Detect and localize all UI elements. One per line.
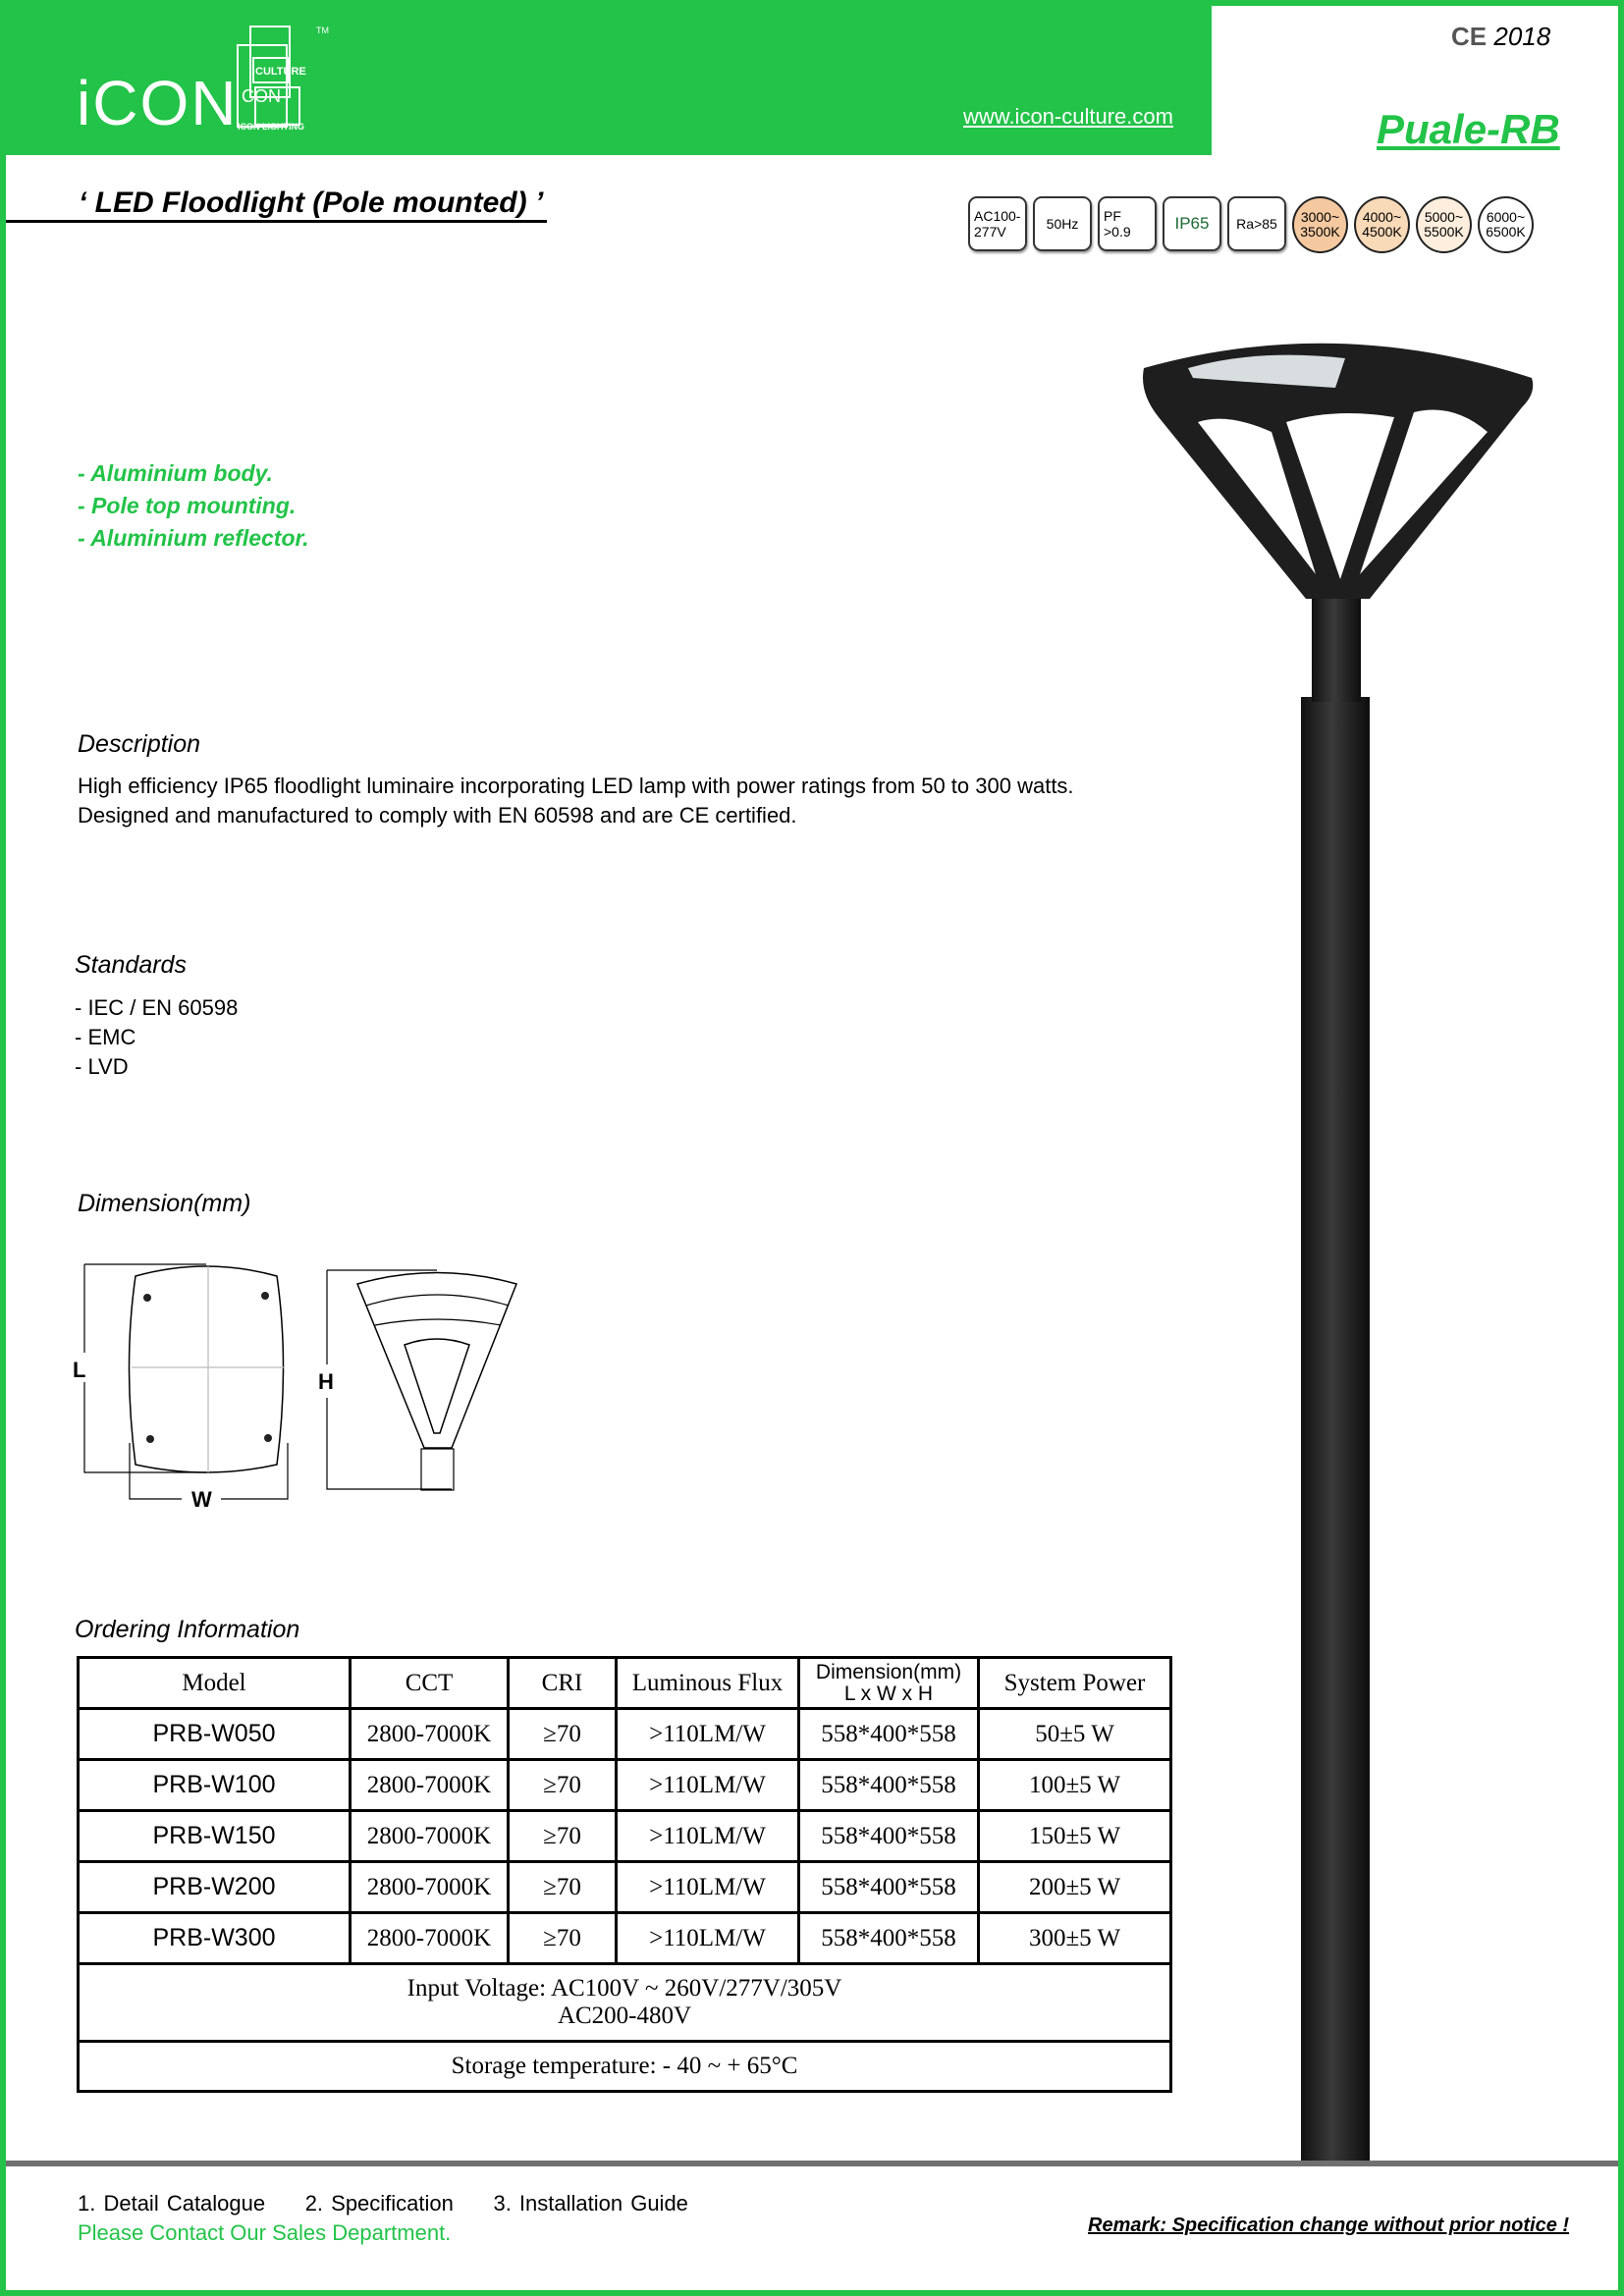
product-image-pole-light bbox=[1139, 324, 1556, 2164]
width-label: W bbox=[191, 1487, 212, 1512]
column-header: Dimension(mm) L x W x H bbox=[799, 1658, 979, 1709]
feature-list bbox=[78, 457, 309, 555]
svg-text:CON: CON bbox=[242, 86, 281, 106]
link-specification[interactable]: 2. Specification bbox=[304, 2191, 454, 2216]
year-label: 2018 bbox=[1493, 22, 1551, 51]
dimension-drawing bbox=[59, 1247, 540, 1522]
link-detail-catalogue[interactable]: 1. Detail Catalogue bbox=[78, 2191, 266, 2216]
description-line: Designed and manufactured to comply with EN 60598 and are CE certified. bbox=[78, 803, 797, 828]
ordering-heading: Ordering Information bbox=[75, 1616, 300, 1643]
standards-list bbox=[75, 993, 238, 1082]
table-cell: PRB-W200 bbox=[79, 1862, 351, 1913]
ce-mark: CE bbox=[1451, 22, 1488, 51]
brand-logo: iCON bbox=[77, 68, 239, 138]
column-header: CCT bbox=[351, 1658, 509, 1709]
cri-badge: Ra>85 bbox=[1227, 196, 1286, 251]
column-header: CRI bbox=[509, 1658, 617, 1709]
height-label: H bbox=[318, 1369, 334, 1394]
table-cell: 200±5 W bbox=[979, 1862, 1171, 1913]
length-label: L bbox=[73, 1358, 86, 1382]
feature-item: - Aluminium reflector. bbox=[78, 525, 309, 551]
product-title: ‘ LED Floodlight (Pole mounted) ’ bbox=[79, 187, 544, 219]
input-voltage-row bbox=[79, 1964, 1171, 2042]
table-cell: 2800-7000K bbox=[351, 1913, 509, 1964]
ip-badge: IP65 bbox=[1163, 196, 1221, 251]
footer-divider bbox=[0, 2161, 1624, 2166]
contact-text: Please Contact Our Sales Department. bbox=[78, 2220, 452, 2245]
pf-badge: PF >0.9 bbox=[1098, 196, 1157, 251]
table-cell: 2800-7000K bbox=[351, 1760, 509, 1811]
table-cell: >110LM/W bbox=[617, 1760, 799, 1811]
table-cell: ≥70 bbox=[509, 1862, 617, 1913]
table-cell: 558*400*558 bbox=[799, 1760, 979, 1811]
table-cell: 558*400*558 bbox=[799, 1811, 979, 1862]
cct-badge: 6000~ 6500K bbox=[1478, 196, 1534, 253]
feature-item: - Aluminium body. bbox=[78, 460, 273, 486]
table-cell: PRB-W050 bbox=[79, 1709, 351, 1760]
footer-links bbox=[78, 2189, 688, 2218]
feature-item: - Pole top mounting. bbox=[78, 493, 297, 518]
frequency-badge: 50Hz bbox=[1033, 196, 1092, 251]
table-cell: 558*400*558 bbox=[799, 1709, 979, 1760]
table-cell: 300±5 W bbox=[979, 1913, 1171, 1964]
spec-badges bbox=[968, 196, 1534, 253]
link-installation-guide[interactable]: 3. Installation Guide bbox=[493, 2191, 688, 2216]
table-cell: PRB-W300 bbox=[79, 1913, 351, 1964]
tm-mark: TM bbox=[316, 26, 329, 35]
icon-culture-logo bbox=[226, 24, 339, 133]
cct-badge: 5000~ 5500K bbox=[1416, 196, 1472, 253]
cct-badge: 4000~ 4500K bbox=[1354, 196, 1410, 253]
table-cell: 2800-7000K bbox=[351, 1709, 509, 1760]
ordering-table bbox=[77, 1656, 1172, 2093]
storage-temperature: Storage temperature: - 40 ~ + 65°C bbox=[79, 2042, 1171, 2092]
table-cell: ≥70 bbox=[509, 1913, 617, 1964]
description-line: High efficiency IP65 floodlight luminaire incorporating LED lamp with power ratings from 50 to 300 watts. bbox=[78, 774, 1074, 798]
table-row bbox=[79, 1862, 1171, 1913]
table-cell: 558*400*558 bbox=[799, 1862, 979, 1913]
model-name: Puale-RB bbox=[1377, 106, 1560, 152]
table-cell: 150±5 W bbox=[979, 1811, 1171, 1862]
input-voltage: Input Voltage: AC100V ~ 260V/277V/305V AC200-480V bbox=[79, 1964, 1171, 2042]
table-row bbox=[79, 1913, 1171, 1964]
cct-badge: 3000~ 3500K bbox=[1292, 196, 1348, 253]
title-underline bbox=[6, 220, 547, 223]
table-cell: >110LM/W bbox=[617, 1811, 799, 1862]
website-link[interactable]: www.icon-culture.com bbox=[963, 104, 1173, 129]
table-cell: 558*400*558 bbox=[799, 1913, 979, 1964]
voltage-badge: AC100- 277V bbox=[968, 196, 1027, 251]
table-cell: >110LM/W bbox=[617, 1913, 799, 1964]
description-heading: Description bbox=[78, 730, 201, 758]
table-cell: ≥70 bbox=[509, 1760, 617, 1811]
table-cell: 50±5 W bbox=[979, 1709, 1171, 1760]
table-cell: 2800-7000K bbox=[351, 1862, 509, 1913]
header-strip bbox=[1212, 0, 1624, 6]
column-header: Model bbox=[79, 1658, 351, 1709]
table-row bbox=[79, 1760, 1171, 1811]
table-cell: 2800-7000K bbox=[351, 1811, 509, 1862]
description-text bbox=[78, 772, 1074, 830]
svg-text:CULTURE: CULTURE bbox=[255, 66, 306, 78]
table-cell: PRB-W150 bbox=[79, 1811, 351, 1862]
ce-year bbox=[1451, 22, 1550, 52]
table-cell: >110LM/W bbox=[617, 1709, 799, 1760]
table-cell: >110LM/W bbox=[617, 1862, 799, 1913]
svg-text:ICON LIGHTING: ICON LIGHTING bbox=[238, 122, 304, 132]
column-header: Luminous Flux bbox=[617, 1658, 799, 1709]
storage-row bbox=[79, 2042, 1171, 2092]
table-header-row bbox=[79, 1658, 1171, 1709]
table-cell: ≥70 bbox=[509, 1709, 617, 1760]
standard-item: - IEC / EN 60598 bbox=[75, 995, 239, 1020]
dimension-heading: Dimension(mm) bbox=[78, 1190, 251, 1217]
column-header: System Power bbox=[979, 1658, 1171, 1709]
standard-item: - EMC bbox=[75, 1025, 136, 1049]
standards-heading: Standards bbox=[75, 951, 187, 979]
table-row bbox=[79, 1811, 1171, 1862]
remark-text: Remark: Specification change without prior notice ! bbox=[1088, 2215, 1570, 2236]
table-cell: PRB-W100 bbox=[79, 1760, 351, 1811]
table-cell: ≥70 bbox=[509, 1811, 617, 1862]
standard-item: - LVD bbox=[75, 1054, 129, 1079]
table-cell: 100±5 W bbox=[979, 1760, 1171, 1811]
table-row bbox=[79, 1709, 1171, 1760]
